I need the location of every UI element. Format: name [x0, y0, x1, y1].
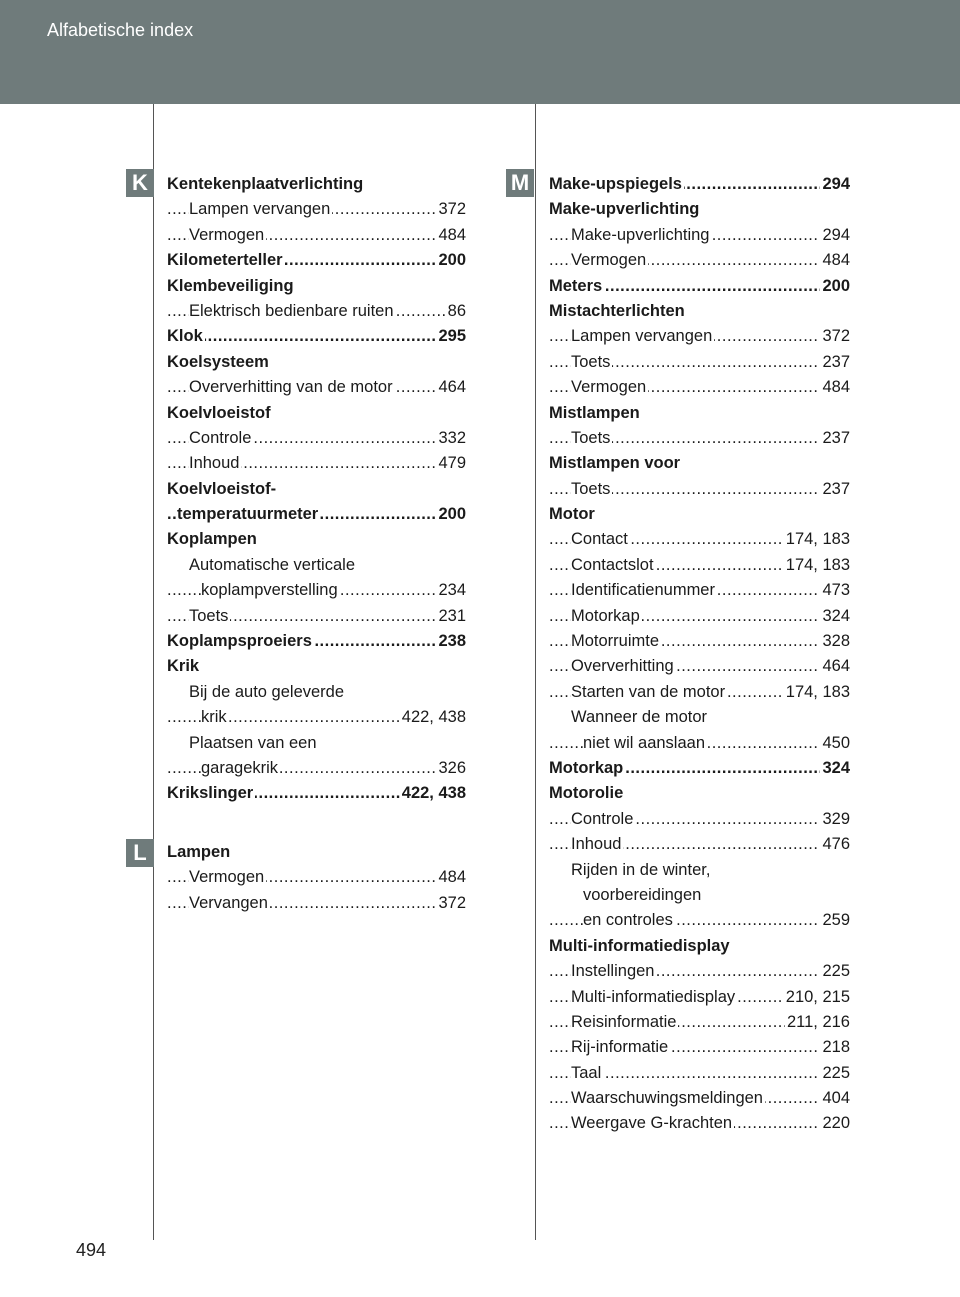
index-entry-page: 484 [820, 375, 850, 400]
index-entry-label: niet wil aanslaan [583, 733, 705, 752]
index-entry-page: 464 [820, 654, 850, 679]
index-entry [167, 680, 466, 705]
index-entry-page: 473 [820, 578, 850, 603]
index-entry-label: Identificatienummer [571, 581, 715, 600]
index-entry-label: Krikslinger [167, 784, 254, 803]
index-entry-label: Lampen [167, 843, 231, 861]
index-column-m [549, 172, 850, 1137]
index-entry-label: garagekrik [201, 758, 279, 777]
index-entry-label: Rijden in de winter, [571, 860, 711, 879]
index-entry [167, 781, 466, 806]
index-entry-page: 422, 438 [400, 705, 466, 730]
index-entry-page: 295 [436, 324, 466, 349]
index-entry [549, 578, 850, 603]
column-divider-right [535, 104, 536, 1240]
index-entry [167, 426, 466, 451]
index-entry-label: Klok [167, 327, 203, 346]
index-entry-label: Taal [571, 1063, 602, 1082]
index-entry-page: 479 [436, 451, 466, 476]
index-entry-label: Lampen vervangen [189, 200, 331, 219]
index-entry [167, 274, 466, 299]
index-entry-label: Vermogen [189, 868, 265, 887]
index-entry-page: 174, 183 [784, 553, 850, 578]
index-entry [167, 401, 466, 426]
index-entry-label: Kilometerteller [167, 251, 283, 270]
index-entry-page: 372 [436, 197, 466, 222]
index-entry-label: en controles [583, 911, 673, 930]
index-entry-label: Koelvloeistof [167, 403, 271, 422]
index-entry-label: Koplampsproeiers [167, 632, 312, 651]
index-entry [549, 908, 850, 933]
index-entry [549, 527, 850, 552]
index-entry [549, 197, 850, 222]
index-entry [167, 324, 466, 349]
index-entry-page: 372 [436, 891, 466, 916]
index-entry-label: Krik [167, 657, 200, 676]
index-entry-label: Reisinformatie [571, 1012, 677, 1031]
index-entry [167, 375, 466, 400]
index-entry [549, 553, 850, 578]
index-entry [549, 985, 850, 1010]
index-entry [549, 654, 850, 679]
index-entry [549, 1010, 850, 1035]
index-entry [549, 781, 850, 806]
index-entry [549, 731, 850, 756]
index-entry-label: Toets [571, 428, 611, 447]
section-letter-l: L [126, 839, 154, 867]
index-entry-label: temperatuurmeter [177, 505, 319, 524]
index-entry-page: 174, 183 [784, 527, 850, 552]
index-entry [549, 451, 850, 476]
index-entry [167, 865, 466, 890]
index-entry [549, 172, 850, 197]
index-entry-label: Multi-informatiedisplay [549, 936, 730, 955]
column-divider-left [153, 104, 154, 1240]
index-entry-label: Lampen vervangen [571, 327, 713, 346]
index-entry-page: 211, 216 [785, 1010, 850, 1035]
index-entry [549, 629, 850, 654]
index-entry [167, 223, 466, 248]
index-entry [549, 502, 850, 527]
index-entry [549, 248, 850, 273]
index-entry [549, 1061, 850, 1086]
index-entry-page: 234 [436, 578, 466, 603]
index-entry [549, 1086, 850, 1111]
index-entry-page: 237 [820, 426, 850, 451]
index-entry-label: krik [201, 708, 227, 727]
index-entry-label: Make-upspiegels [549, 175, 682, 193]
index-entry-label: Contactslot [571, 555, 654, 574]
index-entry [549, 934, 850, 959]
index-entry-label: Controle [189, 428, 252, 447]
index-entry-label: Bij de auto geleverde [189, 682, 345, 701]
index-entry-label: Inhoud [571, 835, 622, 854]
index-entry [549, 401, 850, 426]
index-entry [549, 807, 850, 832]
index-entry [167, 477, 466, 502]
index-entry [549, 883, 850, 908]
page-header [0, 0, 960, 104]
index-entry-label: Toets [571, 479, 611, 498]
header-title: Alfabetische index [47, 20, 194, 40]
index-entry-label: Mistlampen [549, 403, 640, 422]
index-entry-page: 231 [436, 604, 466, 629]
index-entry-label: Oververhitting van de motor [189, 378, 393, 397]
index-entry-label: Make-upverlichting [571, 225, 710, 244]
index-entry-page: 422, 438 [400, 781, 466, 806]
index-entry-page: 218 [820, 1035, 850, 1060]
index-entry [549, 1111, 850, 1136]
index-entry-page: 86 [446, 299, 466, 324]
index-entry-page: 200 [820, 274, 850, 299]
index-entry-page: 237 [820, 350, 850, 375]
index-entry [167, 451, 466, 476]
index-entry [549, 1035, 850, 1060]
index-entry [549, 705, 850, 730]
index-column-l [167, 840, 466, 916]
index-entry-label: Vermogen [189, 225, 265, 244]
index-entry-label: Motorkap [571, 606, 640, 625]
index-entry-label: Mistachterlichten [549, 301, 685, 320]
index-entry-label: Waarschuwingsmeldingen [571, 1089, 763, 1108]
index-entry [549, 680, 850, 705]
index-entry [167, 654, 466, 679]
index-entry-page: 259 [820, 908, 850, 933]
index-entry [167, 705, 466, 730]
index-entry-label: Vervangen [189, 893, 268, 912]
index-entry-label: Koelsysteem [167, 352, 269, 371]
index-entry-label: Multi-informatiedisplay [571, 987, 736, 1006]
index-entry-page: 225 [820, 1061, 850, 1086]
index-entry [549, 375, 850, 400]
index-entry [549, 756, 850, 781]
index-entry-label: Vermogen [571, 251, 647, 270]
index-entry-label: Vermogen [571, 378, 647, 397]
section-letter-k: K [126, 169, 154, 197]
index-entry-label: Motorruimte [571, 632, 660, 651]
index-entry [549, 274, 850, 299]
index-entry [549, 832, 850, 857]
index-entry-page: 326 [436, 756, 466, 781]
index-entry-page: 450 [820, 731, 850, 756]
index-entry [549, 858, 850, 883]
index-entry [167, 891, 466, 916]
index-entry [549, 350, 850, 375]
index-entry-page: 404 [820, 1086, 850, 1111]
index-entry [167, 731, 466, 756]
index-entry-label: Motor [549, 505, 595, 524]
index-entry-label: Automatische verticale [189, 555, 355, 574]
index-entry [549, 959, 850, 984]
index-entry-label: Koelvloeistof- [167, 479, 277, 498]
index-entry-label: Meters [549, 276, 603, 295]
index-entry-label: Motorkap [549, 758, 624, 777]
index-entry [167, 629, 466, 654]
index-entry [549, 604, 850, 629]
index-entry [167, 172, 466, 197]
index-entry-page: 329 [820, 807, 850, 832]
index-entry-page: 294 [820, 172, 850, 197]
index-entry-page: 476 [820, 832, 850, 857]
index-entry-label: Rij-informatie [571, 1038, 669, 1057]
index-entry [167, 197, 466, 222]
index-entry-page: 372 [820, 324, 850, 349]
index-column-k [167, 172, 466, 807]
index-entry-label: Weergave G-krachten [571, 1114, 733, 1133]
index-entry-page: 200 [436, 502, 466, 527]
index-entry-page: 220 [820, 1111, 850, 1136]
index-entry-page: 237 [820, 477, 850, 502]
index-entry-page: 328 [820, 629, 850, 654]
index-entry [167, 604, 466, 629]
index-entry-page: 210, 215 [784, 985, 850, 1010]
index-entry-label: voorbereidingen [583, 885, 702, 904]
index-entry-label: Klembeveiliging [167, 276, 294, 295]
index-entry-page: 484 [436, 223, 466, 248]
index-entry [167, 248, 466, 273]
index-entry-page: 225 [820, 959, 850, 984]
index-entry-page: 174, 183 [784, 680, 850, 705]
index-entry [167, 502, 466, 527]
index-entry [167, 756, 466, 781]
index-entry-label: Inhoud [189, 454, 240, 473]
index-entry [167, 527, 466, 552]
index-entry [167, 553, 466, 578]
index-entry [549, 324, 850, 349]
index-entry-page: 464 [436, 375, 466, 400]
index-entry-page: 332 [436, 426, 466, 451]
index-entry-label: Koplampen [167, 530, 257, 549]
index-entry-label: Starten van de motor [571, 682, 726, 701]
index-entry-page: 324 [820, 756, 850, 781]
index-entry [549, 223, 850, 248]
index-entry [167, 299, 466, 324]
index-entry-label: Toets [189, 606, 229, 625]
index-entry-page: 200 [436, 248, 466, 273]
index-entry-page: 324 [820, 604, 850, 629]
index-entry-page: 484 [820, 248, 850, 273]
index-entry-label: Mistlampen voor [549, 454, 681, 473]
index-entry [167, 578, 466, 603]
section-letter-m: M [506, 169, 534, 197]
index-entry-label: Make-upverlichting [549, 200, 700, 219]
index-entry [167, 840, 466, 865]
index-entry-label: Motorolie [549, 784, 624, 803]
index-entry-label: koplampverstelling [201, 581, 338, 600]
index-entry-page: 238 [436, 629, 466, 654]
index-entry-label: Plaatsen van een [189, 733, 317, 752]
index-entry-label: Wanneer de motor [571, 708, 708, 727]
index-entry-label: Instellingen [571, 962, 655, 981]
index-entry-label: Elektrisch bedienbare ruiten [189, 301, 394, 320]
index-entry [549, 426, 850, 451]
index-entry-page: 294 [820, 223, 850, 248]
index-entry-page: 484 [436, 865, 466, 890]
page-number: 494 [76, 1240, 107, 1260]
index-entry [549, 477, 850, 502]
index-entry-label: Kentekenplaatverlichting [167, 175, 364, 193]
index-entry [167, 350, 466, 375]
index-entry-label: Oververhitting [571, 657, 674, 676]
index-entry [549, 299, 850, 324]
index-entry-label: Contact [571, 530, 628, 549]
index-entry-label: Toets [571, 352, 611, 371]
index-entry-label: Controle [571, 809, 634, 828]
